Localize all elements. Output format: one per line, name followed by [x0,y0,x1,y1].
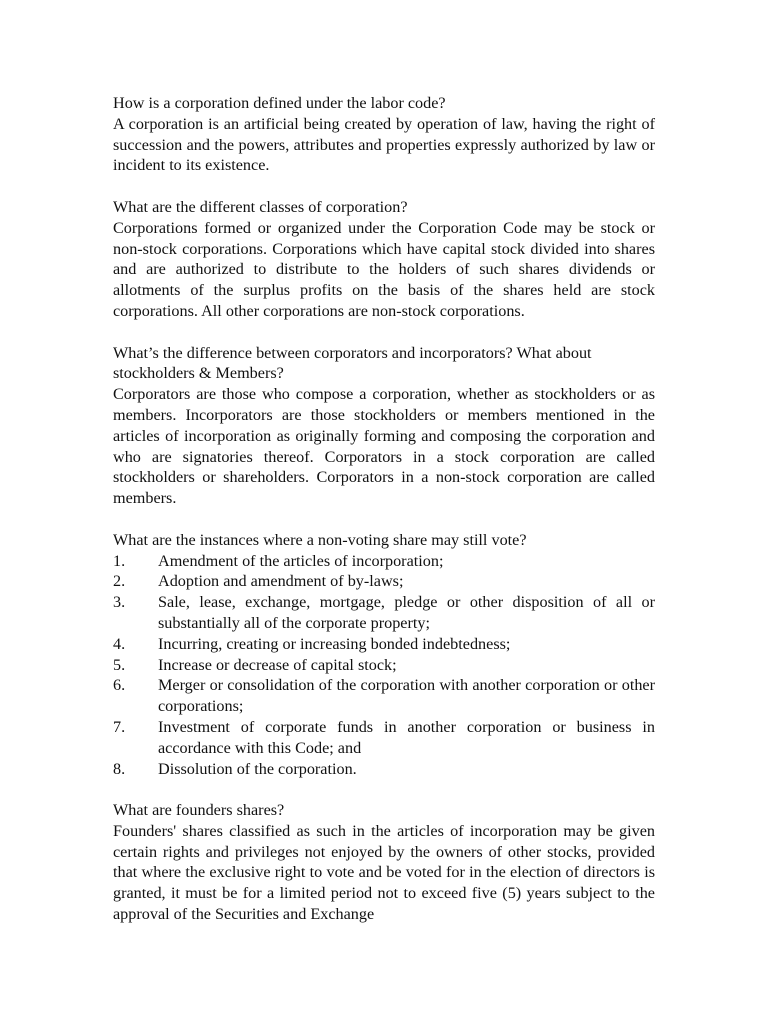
list-item [113,675,655,717]
list-item-number: 8. [113,759,126,778]
question-text: How is a corporation defined under the labor code? [113,94,446,112]
answer-text: Corporations formed or organized under the Corporation Code may be stock or non-stock corporations. Corporations which have capital stock divided into shares and are authorized to distribute to the holders of such shares dividends or allotments of the surplus profits on the basis of the shares held are stock corporations. All other corporations are non-stock corporations. [113,218,655,320]
list-item [113,634,655,655]
list-item-number: 6. [113,676,126,695]
list-item-number: 5. [113,655,126,674]
question-text: What’s the difference between corporators and incorporators? What about stockholders & Members? [113,343,592,383]
list-item [113,717,655,759]
qa-section-founders-shares [113,800,655,925]
numbered-list [113,551,655,780]
list-item [113,592,655,634]
list-item-text: Dissolution of the corporation. [158,759,357,778]
list-item-text: Increase or decrease of capital stock; [158,655,397,674]
list-item-number: 1. [113,551,126,570]
answer-text: A corporation is an artificial being created by operation of law, having the right of succession and the powers, attributes and properties expressly authorized by law or incident to its existence. [113,114,655,175]
list-item-number: 3. [113,593,126,612]
question-text: What are the instances where a non-voting share may still vote? [113,530,527,549]
list-item-number: 2. [113,572,126,591]
list-item-text: Amendment of the articles of incorporation; [158,551,444,570]
list-item-number: 7. [113,717,126,736]
qa-section-corporation-classes [113,197,655,322]
qa-section-corporation-definition [113,93,655,176]
list-item [113,655,655,676]
question-text: What are the different classes of corporation? [113,197,408,216]
qa-section-corporators-incorporators [113,343,655,509]
list-item [113,571,655,592]
list-item-text: Incurring, creating or increasing bonded indebtedness; [158,634,511,653]
list-item-text: Investment of corporate funds in another corporation or business in accordance with this Code; and [158,717,655,757]
list-item [113,551,655,572]
answer-text: Founders' shares classified as such in the articles of incorporation may be given certain rights and privileges not enjoyed by the owners of other stocks, provided that where the exclusive right to vote and be voted for in the election of directors is granted, it must be for a limited period not to exceed five (5) years subject to the approval of the Securities and Exchange [113,821,655,924]
list-item-text: Merger or consolidation of the corporation with another corporation or other corporations; [158,676,655,716]
question-text: What are founders shares? [113,801,285,820]
list-item [113,759,655,780]
list-item-number: 4. [113,634,126,653]
document-page [113,93,655,946]
answer-text: Corporators are those who compose a corporation, whether as stockholders or as members. Incorporators are those stockholders or members mentioned in the articles of incorporation as originally forming and composing the corporation and who are signatories thereof. Corporators in a stock corporation are called stockholders or shareholders. Corporators in a non-stock corporation are called members. [113,385,655,508]
qa-section-non-voting-share [113,530,655,780]
list-item-text: Sale, lease, exchange, mortgage, pledge or other disposition of all or substantially all of the corporate property; [158,593,655,632]
list-item-text: Adoption and amendment of by-laws; [158,572,404,591]
